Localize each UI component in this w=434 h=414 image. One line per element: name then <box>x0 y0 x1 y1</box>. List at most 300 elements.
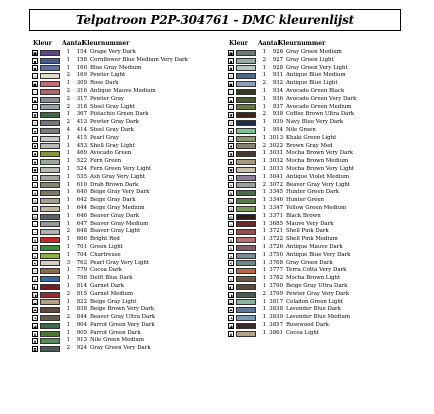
aantal-value: 1 <box>262 197 266 204</box>
symbol-icon: ◕ <box>33 323 37 329</box>
color-name: Pistachio Green Dark <box>90 111 149 118</box>
aantal-value: 1 <box>262 282 266 289</box>
dmc-number: 646 <box>76 212 87 219</box>
color-name: Parrot Green Dark <box>90 329 141 336</box>
aantal-value: 1 <box>66 267 70 274</box>
aantal-value: 1 <box>262 173 266 180</box>
color-swatch <box>40 331 60 337</box>
dmc-number: 798 <box>76 275 87 282</box>
aantal-value: 2 <box>262 142 266 149</box>
symbol-icon: ■ <box>229 50 233 56</box>
aantal-value: 1 <box>66 158 70 165</box>
color-swatch <box>40 253 60 259</box>
color-name: Avocado Green Black <box>286 87 345 94</box>
aantal-value: 1 <box>262 267 266 274</box>
color-name: Black Brown <box>286 212 321 219</box>
color-name: Terra Cotta Very Dark <box>286 267 347 274</box>
dmc-number: 904 <box>76 321 87 328</box>
dmc-number: 924 <box>76 345 87 352</box>
dmc-number: 666 <box>76 236 87 243</box>
dmc-number: 938 <box>272 111 283 118</box>
aantal-value: 1 <box>66 251 70 258</box>
color-name: Khaki Green Light <box>286 134 337 141</box>
color-swatch <box>236 284 256 290</box>
color-swatch <box>40 260 60 266</box>
dmc-number: 154 <box>76 49 87 55</box>
dmc-number: 3777 <box>269 267 283 274</box>
color-swatch <box>236 50 256 56</box>
color-swatch <box>236 237 256 243</box>
color-swatch <box>40 167 60 173</box>
color-name: Avocado Green Very Dark <box>286 95 357 102</box>
color-swatch <box>40 182 60 188</box>
color-name: Shell Gray Light <box>90 142 135 149</box>
color-swatch <box>236 307 256 313</box>
aantal-value: 1 <box>262 220 266 227</box>
color-swatch <box>40 73 60 79</box>
color-name: Avocado Green Medium <box>286 103 352 110</box>
dmc-number: 814 <box>76 282 87 289</box>
aantal-value: 1 <box>262 95 266 102</box>
symbol-icon: % <box>33 199 37 205</box>
dmc-number: 3685 <box>269 220 283 227</box>
color-name: Antique Violet Medium <box>286 173 350 180</box>
dmc-number: 469 <box>76 150 87 157</box>
symbol-icon: ◓ <box>33 308 37 314</box>
aantal-value: 1 <box>262 165 266 172</box>
color-name: Gray Green Medium <box>286 49 342 55</box>
aantal-value: 1 <box>66 49 70 55</box>
dmc-number: 3721 <box>269 228 283 235</box>
aantal-value: 1 <box>262 243 266 250</box>
symbol-icon: § <box>34 245 36 251</box>
symbol-icon: ▽ <box>229 121 233 127</box>
aantal-value: 4 <box>66 126 70 133</box>
dmc-number: 3790 <box>269 282 283 289</box>
aantal-value: 1 <box>66 150 70 157</box>
dmc-number: 934 <box>272 87 283 94</box>
dmc-number: 3041 <box>269 173 283 180</box>
symbol-icon: ♦ <box>229 144 233 150</box>
color-swatch <box>236 299 256 305</box>
dmc-number: 905 <box>76 329 87 336</box>
color-swatch <box>40 284 60 290</box>
color-name: Drab Brown Dark <box>90 181 139 188</box>
color-name: Antique Blue Very Dark <box>286 251 351 258</box>
dmc-number: 644 <box>76 204 87 211</box>
color-name: Mocha Brown Very Light <box>286 165 355 172</box>
aantal-value: 1 <box>66 275 70 282</box>
dmc-number: 535 <box>76 173 87 180</box>
color-swatch <box>236 198 256 204</box>
color-swatch <box>40 292 60 298</box>
symbol-icon: △ <box>229 105 233 111</box>
aantal-value: 2 <box>262 111 266 118</box>
symbol-icon: † <box>34 269 36 275</box>
color-name: Beige Gray Ultra Dark <box>286 282 348 289</box>
aantal-value: 1 <box>262 329 266 336</box>
aantal-value: 1 <box>66 111 70 118</box>
symbol-icon: ◔ <box>33 315 37 321</box>
symbol-icon: ◖ <box>33 331 37 337</box>
dmc-number: 3750 <box>269 251 283 258</box>
color-name: Mocha Brown Medium <box>286 158 349 165</box>
aantal-value: 1 <box>66 142 70 149</box>
aantal-value: 1 <box>66 220 70 227</box>
symbol-icon: ☆ <box>229 136 233 142</box>
symbol-icon: × <box>33 183 37 189</box>
dmc-number: 704 <box>76 251 87 258</box>
symbol-icon: ◆ <box>33 66 37 72</box>
color-swatch <box>236 112 256 118</box>
color-swatch <box>40 81 60 87</box>
aantal-value: 1 <box>66 197 70 204</box>
aantal-value: 2 <box>262 56 266 63</box>
aantal-value: 1 <box>66 204 70 211</box>
dmc-number: 522 <box>76 158 87 165</box>
dmc-number: 913 <box>76 337 87 344</box>
header-kleurnummer: Kleurnummer <box>278 40 326 47</box>
dmc-number: 3033 <box>269 165 283 172</box>
aantal-value: 1 <box>262 134 266 141</box>
aantal-value: 2 <box>66 314 70 321</box>
color-swatch <box>40 89 60 95</box>
aantal-value: 1 <box>262 314 266 321</box>
color-swatch <box>236 151 256 157</box>
dmc-number: 3839 <box>269 314 283 321</box>
color-swatch <box>236 229 256 235</box>
aantal-value: 1 <box>262 119 266 126</box>
color-name: Steel Gray Dark <box>90 126 134 133</box>
dmc-number: 413 <box>76 119 87 126</box>
color-swatch <box>236 65 256 71</box>
symbol-icon: ◔ <box>229 315 233 321</box>
symbol-icon: ◗ <box>33 339 37 345</box>
symbol-icon: # <box>33 191 37 197</box>
dmc-number: 932 <box>272 80 283 87</box>
symbol-icon: ★ <box>229 128 233 134</box>
color-name: Fern Green <box>90 158 122 165</box>
color-name: Beige Brown Very Dark <box>90 306 155 313</box>
color-swatch <box>40 190 60 196</box>
aantal-value: 1 <box>66 80 70 87</box>
aantal-value: 1 <box>66 165 70 172</box>
dmc-number: 3799 <box>269 290 283 297</box>
color-name: Garnet Dark <box>90 282 125 289</box>
color-name: Coffee Brown Ultra Dark <box>286 111 355 118</box>
aantal-value: 1 <box>262 212 266 219</box>
color-name: Pewter Light <box>90 72 126 79</box>
color-swatch <box>236 268 256 274</box>
dmc-number: 3031 <box>269 150 283 157</box>
aantal-value: 1 <box>66 56 70 63</box>
color-swatch <box>236 331 256 337</box>
dmc-number: 3722 <box>269 236 283 243</box>
aantal-value: 1 <box>262 275 266 282</box>
color-swatch <box>236 276 256 282</box>
aantal-value: 1 <box>262 126 266 133</box>
color-swatch <box>40 346 60 352</box>
color-name: Blue Gray Medium <box>90 64 142 71</box>
dmc-number: 927 <box>272 56 283 63</box>
color-name: Lavender Blue Dark <box>286 306 341 313</box>
color-name: Pewter Gray <box>90 95 124 102</box>
color-name: Nile Green Medium <box>90 337 144 344</box>
dmc-number: 838 <box>76 306 87 313</box>
color-swatch <box>236 221 256 227</box>
color-swatch <box>40 323 60 329</box>
dmc-number: 367 <box>76 111 87 118</box>
color-swatch <box>40 112 60 118</box>
dmc-number: 762 <box>76 259 87 266</box>
dmc-number: 453 <box>76 142 87 149</box>
symbol-icon: ◑ <box>229 292 233 298</box>
color-name: Rosewood Dark <box>286 321 329 328</box>
dmc-number: 701 <box>76 243 87 250</box>
color-name: Mocha Brown Very Dark <box>286 150 354 157</box>
symbol-icon: ▽ <box>33 121 37 127</box>
header-aantal: Aantal <box>258 40 280 47</box>
color-swatch <box>40 299 60 305</box>
aantal-value: 1 <box>262 298 266 305</box>
aantal-value: 2 <box>262 181 266 188</box>
header-kleurnummer: Kleurnummer <box>82 40 130 47</box>
color-name: Gray Green Very Light <box>286 64 348 71</box>
dmc-number: 414 <box>76 126 87 133</box>
symbol-icon: △ <box>33 105 37 111</box>
dmc-number: 954 <box>272 126 283 133</box>
aantal-value: 1 <box>262 228 266 235</box>
dmc-number: 415 <box>76 134 87 141</box>
aantal-value: 2 <box>66 119 70 126</box>
dmc-number: 640 <box>76 189 87 196</box>
dmc-number: 3838 <box>269 306 283 313</box>
color-name: Cocoa Light <box>286 329 319 336</box>
symbol-icon: ♠ <box>33 160 37 166</box>
dmc-number: 642 <box>76 197 87 204</box>
aantal-value: 1 <box>66 181 70 188</box>
symbol-icon: ‡ <box>34 277 36 282</box>
symbol-icon: ~ <box>33 230 37 236</box>
color-name: Pewter Gray Dark <box>90 119 140 126</box>
color-swatch <box>236 159 256 165</box>
color-swatch <box>40 245 60 251</box>
color-name: Shell Pink Dark <box>286 228 329 235</box>
aantal-value: 1 <box>262 251 266 258</box>
symbol-icon: ■ <box>33 50 37 56</box>
dmc-number: 158 <box>76 56 87 63</box>
color-name: Antique Mauve Medium <box>90 87 156 94</box>
color-name: Gray Green Very Dark <box>90 345 151 352</box>
dmc-number: 169 <box>76 72 87 79</box>
color-swatch <box>236 315 256 321</box>
color-name: Beige Gray Very Dark <box>90 189 150 196</box>
dmc-number: 648 <box>76 228 87 235</box>
color-swatch <box>236 245 256 251</box>
symbol-icon: § <box>230 245 232 251</box>
color-name: Nile Green <box>286 126 316 133</box>
symbol-icon: ¤ <box>229 253 233 259</box>
color-name: Gray Green Light <box>286 56 334 63</box>
symbol-icon: ▼ <box>33 113 37 119</box>
color-swatch <box>40 338 60 344</box>
symbol-icon: † <box>230 269 232 275</box>
dmc-number: 3072 <box>269 181 283 188</box>
aantal-value: 1 <box>262 189 266 196</box>
dmc-number: 647 <box>76 220 87 227</box>
color-name: Chartreuse <box>90 251 121 258</box>
aantal-value: 1 <box>66 321 70 328</box>
color-name: Pearl Gray Very Light <box>90 259 149 266</box>
aantal-value: 1 <box>66 134 70 141</box>
symbol-icon: ◑ <box>33 292 37 298</box>
aantal-value: 2 <box>66 95 70 102</box>
aantal-value: 1 <box>262 236 266 243</box>
symbol-icon: = <box>33 222 37 228</box>
color-swatch <box>40 276 60 282</box>
color-name: Steel Gray Light <box>90 103 135 110</box>
dmc-number: 939 <box>272 119 283 126</box>
color-name: Garnet Medium <box>90 290 134 297</box>
symbol-icon: ‡ <box>230 277 232 282</box>
dmc-number: 931 <box>272 72 283 79</box>
color-swatch <box>236 143 256 149</box>
color-swatch <box>40 307 60 313</box>
symbol-icon: ♥ <box>33 167 37 173</box>
dmc-number: 309 <box>76 80 87 87</box>
color-name: Cocoa Dark <box>90 267 122 274</box>
color-name: Beaver Gray Very Light <box>286 181 351 188</box>
dmc-number: 3345 <box>269 189 283 196</box>
dmc-number: 3371 <box>269 212 283 219</box>
color-name: Gray Green Dark <box>286 259 333 266</box>
color-swatch <box>40 175 60 181</box>
color-swatch <box>236 120 256 126</box>
symbol-icon: ♥ <box>229 167 233 173</box>
dmc-number: 160 <box>76 64 87 71</box>
aantal-value: 1 <box>262 321 266 328</box>
color-name: Parrot Green Very Dark <box>90 321 155 328</box>
dmc-number: 937 <box>272 103 283 110</box>
symbol-icon: ○ <box>229 89 233 95</box>
aantal-value: 1 <box>262 64 266 71</box>
color-name: Cornflower Blue Medium Very Dark <box>90 56 188 63</box>
color-swatch <box>40 268 60 274</box>
aantal-value: 1 <box>262 103 266 110</box>
color-swatch <box>236 167 256 173</box>
symbol-icon: $ <box>33 238 37 244</box>
color-swatch <box>236 253 256 259</box>
color-swatch <box>40 151 60 157</box>
color-swatch <box>236 97 256 103</box>
color-name: Shell Pink Medium <box>286 236 338 243</box>
aantal-value: 1 <box>66 243 70 250</box>
symbol-icon: & <box>229 206 233 212</box>
symbol-icon: = <box>229 222 233 228</box>
aantal-value: 2 <box>66 290 70 297</box>
color-swatch <box>236 292 256 298</box>
dmc-number: 316 <box>76 87 87 94</box>
aantal-value: 2 <box>66 103 70 110</box>
symbol-icon: ♦ <box>33 144 37 150</box>
color-name: Antique Blue Light <box>286 80 338 87</box>
aantal-value: 2 <box>262 80 266 87</box>
dmc-number: 317 <box>76 95 87 102</box>
color-swatch <box>40 143 60 149</box>
dmc-number: 318 <box>76 103 87 110</box>
dmc-number: 3857 <box>269 321 283 328</box>
symbol-icon: ▪ <box>229 58 233 64</box>
color-swatch <box>40 50 60 56</box>
symbol-icon: ◐ <box>229 284 233 290</box>
aantal-value: 2 <box>66 345 70 352</box>
symbol-icon: + <box>229 175 233 181</box>
aantal-value: 1 <box>262 306 266 313</box>
color-name: Celadon Green Light <box>286 298 343 305</box>
symbol-icon: @ <box>229 214 233 220</box>
aantal-value: 1 <box>262 72 266 79</box>
aantal-value: 2 <box>262 290 266 297</box>
color-name: Beaver Gray Medium <box>90 220 149 227</box>
aantal-value: 1 <box>66 212 70 219</box>
color-swatch <box>40 128 60 134</box>
symbol-icon: ◒ <box>229 300 233 306</box>
symbol-icon: ● <box>33 82 37 88</box>
symbol-icon: ◐ <box>33 284 37 290</box>
color-swatch <box>236 81 256 87</box>
aantal-value: 1 <box>66 173 70 180</box>
dmc-number: 844 <box>76 314 87 321</box>
symbol-icon: ◕ <box>229 323 233 329</box>
color-swatch <box>236 128 256 134</box>
aantal-value: 1 <box>262 259 266 266</box>
aantal-value: 2 <box>66 228 70 235</box>
color-name: Navy Blue Very Dark <box>286 119 344 126</box>
aantal-value: 1 <box>66 298 70 305</box>
color-name: Hunter Green <box>286 197 325 204</box>
color-name: Antique Mauve Dark <box>286 243 343 250</box>
dmc-number: 822 <box>76 298 87 305</box>
symbol-icon: ▲ <box>33 97 37 103</box>
color-name: Beaver Gray Dark <box>90 212 140 219</box>
aantal-value: 2 <box>66 87 70 94</box>
symbol-icon: $ <box>229 238 233 244</box>
aantal-value: 2 <box>66 72 70 79</box>
dmc-number: 3022 <box>269 142 283 149</box>
aantal-value: 1 <box>262 158 266 165</box>
symbol-icon: ♠ <box>229 160 233 166</box>
color-name: Mocha Brown Light <box>286 275 341 282</box>
aantal-value: 1 <box>262 150 266 157</box>
page-title <box>29 9 401 31</box>
color-name: Mauve Very Dark <box>286 220 334 227</box>
color-swatch <box>236 175 256 181</box>
color-name: Beaver Gray Light <box>90 228 141 235</box>
symbol-icon: ○ <box>33 89 37 95</box>
symbol-icon: ★ <box>33 128 37 134</box>
color-swatch <box>236 323 256 329</box>
color-swatch <box>40 159 60 165</box>
dmc-number: 815 <box>76 290 87 297</box>
symbol-icon: ◇ <box>229 74 233 80</box>
aantal-value: 1 <box>66 282 70 289</box>
symbol-icon: ☆ <box>33 136 37 142</box>
symbol-icon: ~ <box>229 230 233 236</box>
symbol-icon: ▪ <box>33 58 37 64</box>
aantal-value: 1 <box>66 236 70 243</box>
symbol-icon: ¶ <box>33 261 37 267</box>
color-swatch <box>236 89 256 95</box>
